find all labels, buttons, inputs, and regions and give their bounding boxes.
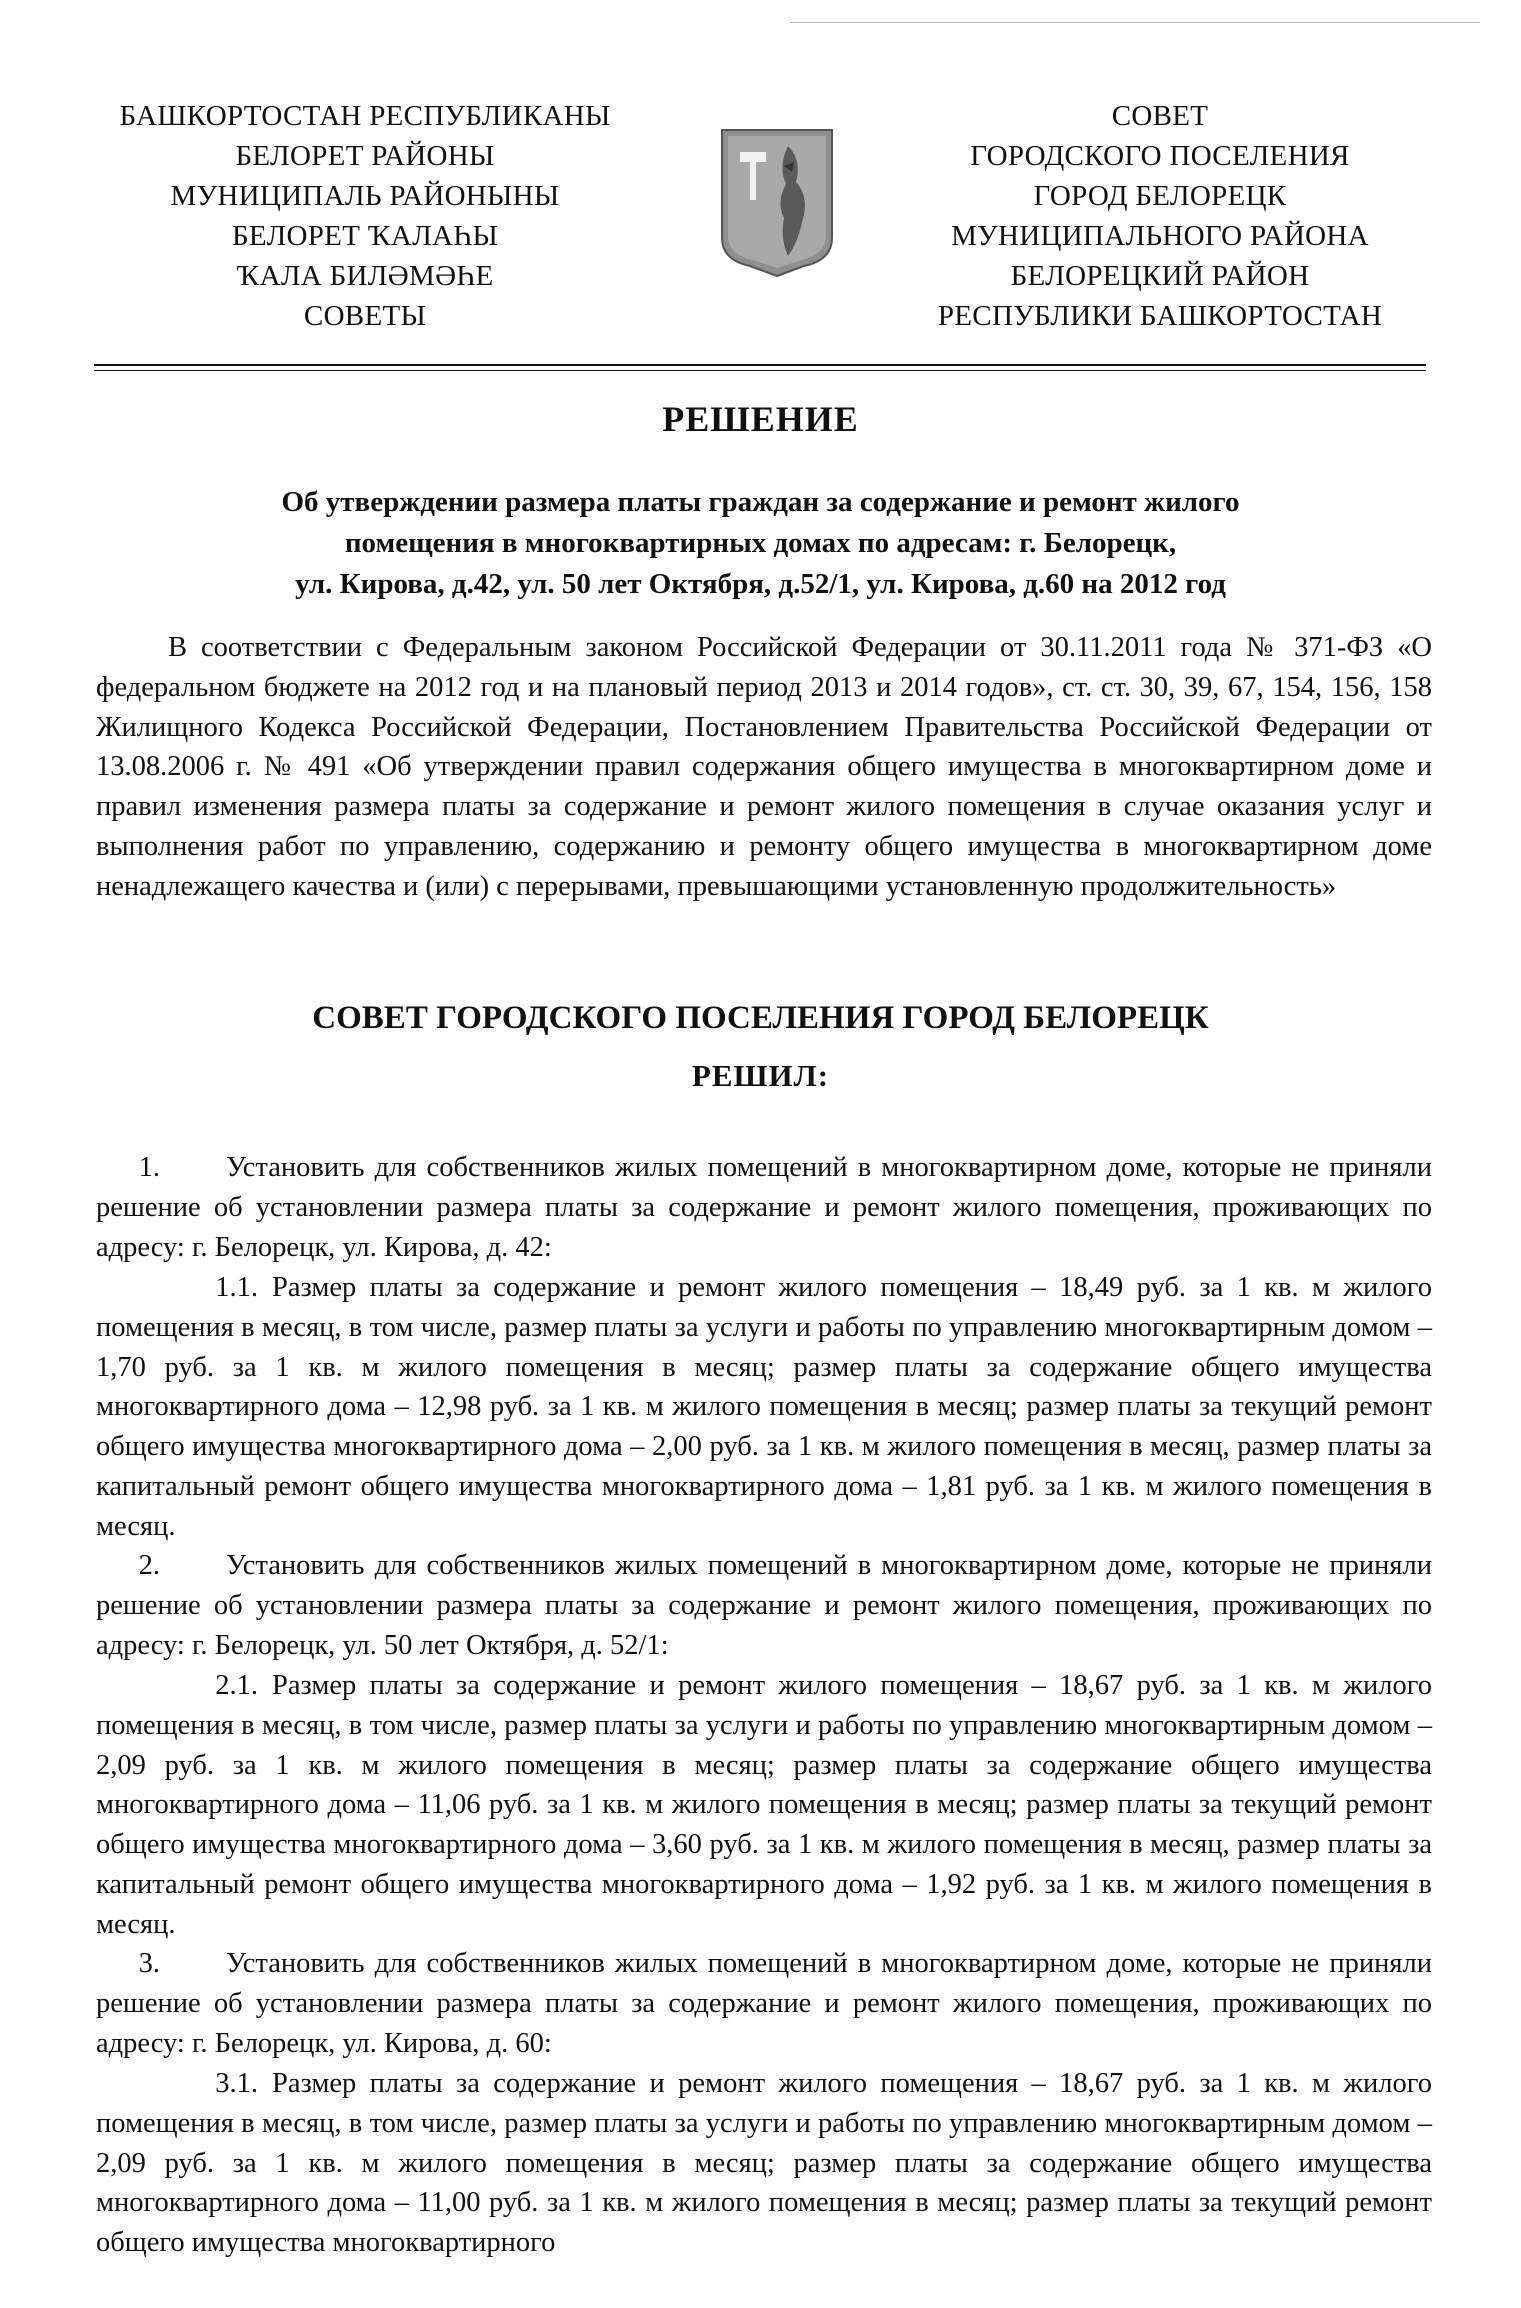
decision-item-3-1 [96, 2064, 1432, 2263]
top-scan-line [790, 22, 1480, 23]
document-subject [0, 482, 1521, 605]
header-right-line: ГОРОД БЕЛОРЕЦК [1033, 180, 1287, 212]
city-coat-of-arms-emblem [718, 126, 836, 278]
decision-item-3 [96, 1944, 1432, 2063]
preamble-paragraph: В соответствии с Федеральным законом Российской Федерации от 30.11.2011 года № 371-ФЗ «О федеральном бюджете на 2012 год и на плановый период 2013 и 2014 годов», ст. ст. 30, 39, 67, 154, 156, 158 Жилищного Кодекса Российской Федерации, Постановлением Правительства Российской Федерации от 13.08.2006 г. № 491 «Об утверждении правил содержания общего имущества в многоквартирном доме и правил изменения размера платы за содержание и ремонт жилого помещения в случае оказания услуг и выполнения работ по управлению, содержанию и ремонту общего имущества в многоквартирном доме ненадлежащего качества и (или) с перерывами, превышающими установленную продолжительность» [96, 632, 1432, 902]
header-left-line: БАШКОРТОСТАН РЕСПУБЛИКАНЫ [119, 100, 611, 132]
header-left-line: БЕЛОРЕТ ҠАЛАҺЫ [231, 220, 499, 252]
item-number: 3. [138, 1948, 160, 1979]
decision-item-1-1 [96, 1268, 1432, 1547]
decision-item-2 [96, 1546, 1432, 1665]
header-right-line: РЕСПУБЛИКИ БАШКОРТОСТАН [937, 300, 1383, 332]
header-right-line: МУНИЦИПАЛЬНОГО РАЙОНА [951, 220, 1369, 252]
council-heading: СОВЕТ ГОРОДСКОГО ПОСЕЛЕНИЯ ГОРОД БЕЛОРЕЦК [312, 1000, 1209, 1036]
item-text: Размер платы за содержание и ремонт жилого помещения – 18,49 руб. за 1 кв. м жилого помещения в месяц, в том числе, размер платы за услуги и работы по управлению многоквартирным домом – 1,70 руб. за 1 кв. м жилого помещения в месяц; размер платы за содержание общего имущества многоквартирного дома – 12,98 руб. за 1 кв. м жилого помещения в месяц; размер платы за текущий ремонт общего имущества многоквартирного дома – 2,00 руб. за 1 кв. м жилого помещения в месяц, размер платы за капитальный ремонт общего имущества многоквартирного дома – 1,81 руб. за 1 кв. м жилого помещения в месяц. [96, 1272, 1432, 1542]
header-divider-bottom [94, 370, 1426, 371]
decision-item-1 [96, 1148, 1432, 1267]
item-number: 2. [138, 1550, 160, 1581]
header-left-line: ҠАЛА БИЛӘМӘҺЕ [236, 260, 494, 292]
item-number: 1.1. [215, 1272, 258, 1303]
header-left-line: СОВЕТЫ [303, 300, 427, 332]
header-left-line: БЕЛОРЕТ РАЙОНЫ [235, 140, 495, 172]
item-text: Установить для собственников жилых помещений в многоквартирном доме, которые не приняли решение об установлении размера платы за содержание и ремонт жилого помещения, проживающих по адресу: г. Белорецк, ул. 50 лет Октября, д. 52/1: [96, 1550, 1432, 1661]
header-right-russian [890, 96, 1430, 336]
subject-line: ул. Кирова, д.42, ул. 50 лет Октября, д.52/1, ул. Кирова, д.60 на 2012 год [295, 568, 1226, 600]
subject-line: Об утверждении размера платы граждан за содержание и ремонт жилого [281, 486, 1240, 518]
item-text: Установить для собственников жилых помещений в многоквартирном доме, которые не приняли решение об установлении размера платы за содержание и ремонт жилого помещения, проживающих по адресу: г. Белорецк, ул. Кирова, д. 60: [96, 1948, 1432, 2059]
header-right-line: БЕЛОРЕЦКИЙ РАЙОН [1010, 260, 1310, 292]
decision-item-2-1 [96, 1666, 1432, 1945]
header-left-bashkir [85, 96, 645, 336]
item-number: 2.1. [215, 1670, 258, 1701]
header-right-line: СОВЕТ [1111, 100, 1209, 132]
header-divider-top [94, 364, 1426, 366]
item-text: Размер платы за содержание и ремонт жилого помещения – 18,67 руб. за 1 кв. м жилого помещения в месяц, в том числе, размер платы за услуги и работы по управлению многоквартирным домом – 2,09 руб. за 1 кв. м жилого помещения в месяц; размер платы за содержание общего имущества многоквартирного дома – 11,06 руб. за 1 кв. м жилого помещения в месяц; размер платы за текущий ремонт общего имущества многоквартирного дома – 3,60 руб. за 1 кв. м жилого помещения в месяц, размер платы за капитальный ремонт общего имущества многоквартирного дома – 1,92 руб. за 1 кв. м жилого помещения в месяц. [96, 1670, 1432, 1940]
item-number: 3.1. [215, 2068, 258, 2099]
item-number: 1. [138, 1152, 160, 1183]
item-text: Размер платы за содержание и ремонт жилого помещения – 18,67 руб. за 1 кв. м жилого помещения в месяц, в том числе, размер платы за услуги и работы по управлению многоквартирным домом – 2,09 руб. за 1 кв. м жилого помещения в месяц; размер платы за содержание общего имущества многоквартирного дома – 11,00 руб. за 1 кв. м жилого помещения в месяц; размер платы за текущий ремонт общего имущества многоквартирного [96, 2068, 1432, 2259]
document-type-title: РЕШЕНИЕ [662, 399, 859, 439]
subject-line: помещения в многоквартирных домах по адресам: г. Белорецк, [344, 527, 1177, 559]
item-text: Установить для собственников жилых помещений в многоквартирном доме, которые не приняли решение об установлении размера платы за содержание и ремонт жилого помещения, проживающих по адресу: г. Белорецк, ул. Кирова, д. 42: [96, 1152, 1432, 1263]
header-left-line: МУНИЦИПАЛЬ РАЙОНЫНЫ [170, 180, 560, 212]
decided-heading: РЕШИЛ: [691, 1058, 830, 1093]
header-right-line: ГОРОДСКОГО ПОСЕЛЕНИЯ [970, 140, 1350, 172]
